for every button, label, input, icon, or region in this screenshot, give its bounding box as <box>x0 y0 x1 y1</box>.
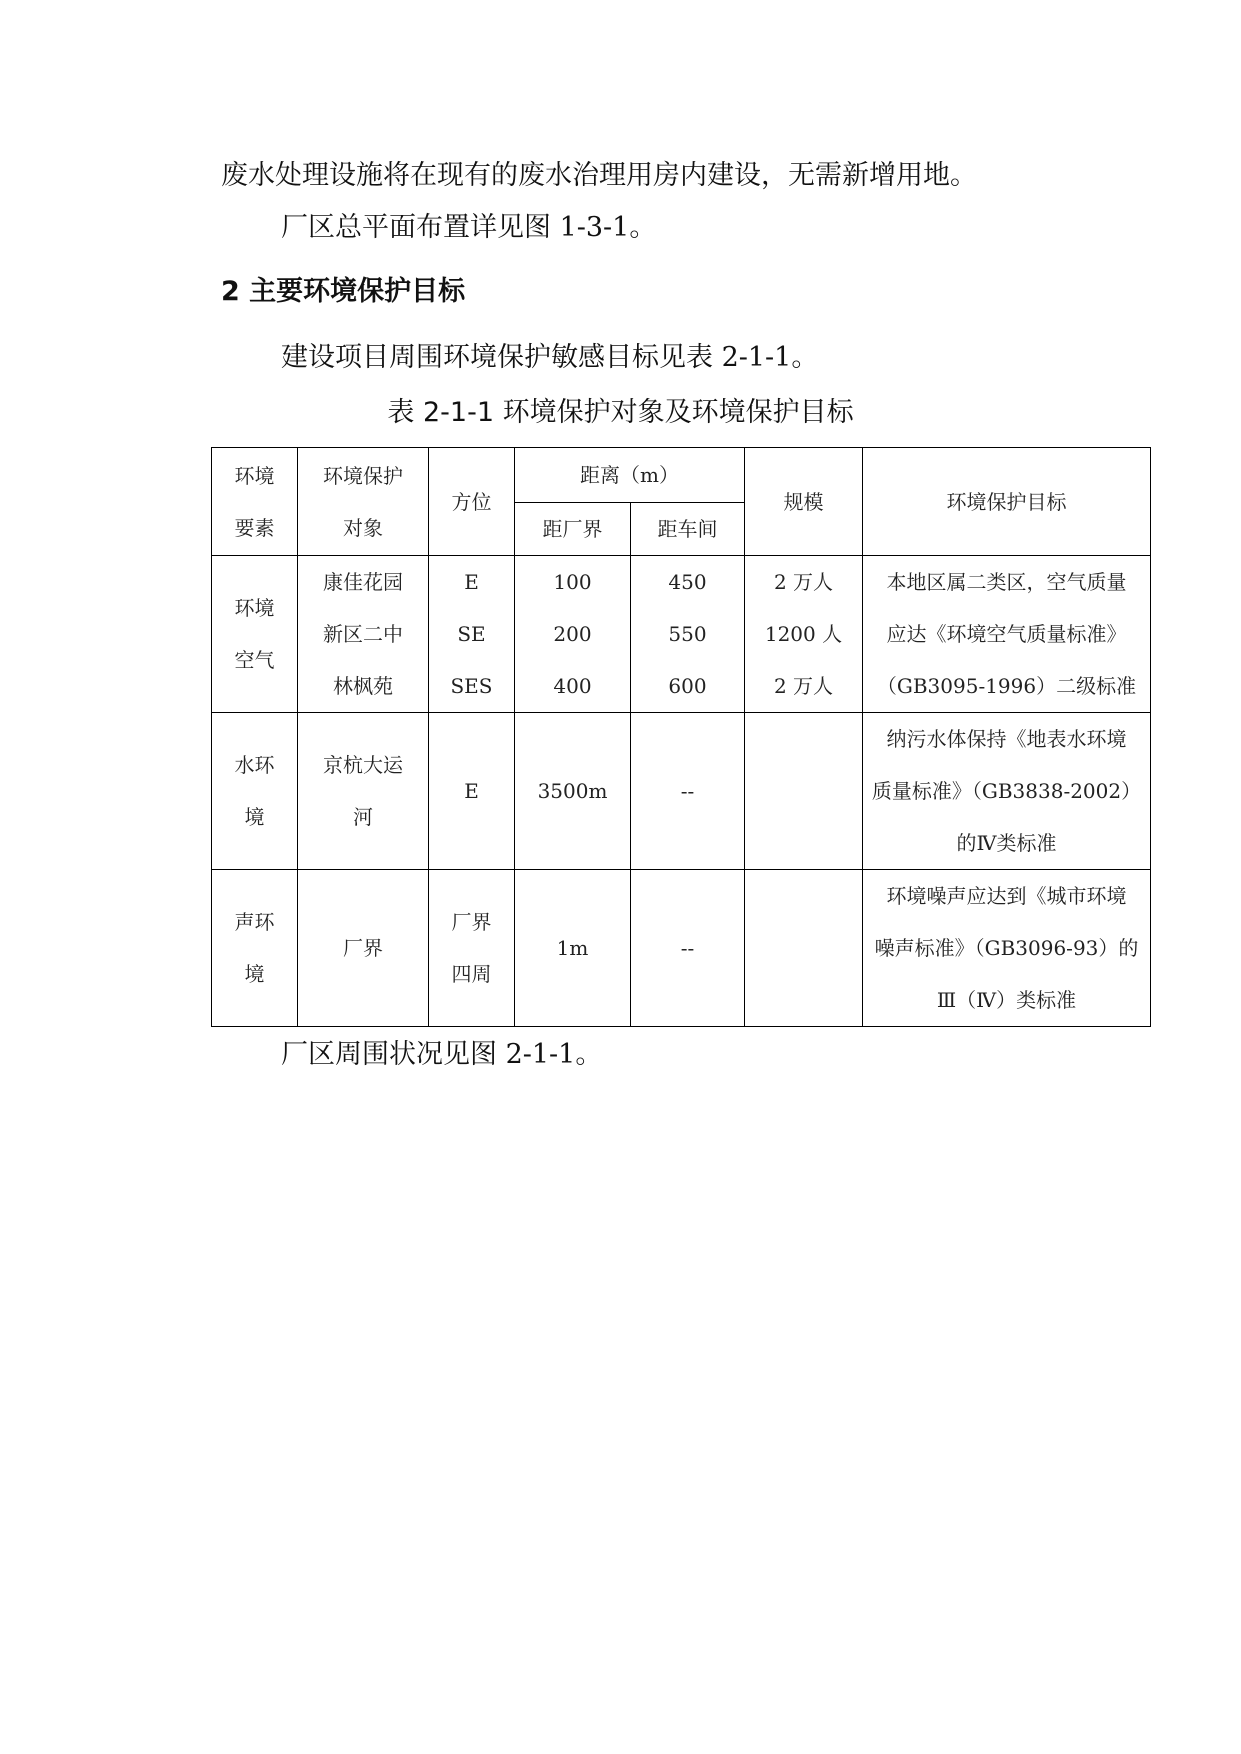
header-element <box>212 448 298 556</box>
cell-scale <box>745 556 863 713</box>
header-dist-workshop: 距车间 <box>631 503 745 556</box>
cell-element <box>212 870 298 1027</box>
cell-goal <box>863 870 1151 1027</box>
cell-direction-line: E <box>464 779 479 803</box>
header-goal: 环境保护目标 <box>863 448 1151 556</box>
cell-element-line: 境 <box>244 962 265 986</box>
cell-goal <box>863 556 1151 713</box>
cell-dist-boundary <box>515 870 631 1027</box>
cell-objects <box>298 870 429 1027</box>
cell-directions <box>429 556 515 713</box>
cell-goal-line: 应达《环境空气质量标准》 <box>886 622 1127 646</box>
cell-dist-workshop-line: -- <box>680 936 695 960</box>
cell-element <box>212 556 298 713</box>
cell-object-line: 林枫苑 <box>333 674 393 698</box>
table-row <box>212 870 1151 1027</box>
cell-objects <box>298 713 429 870</box>
header-scale: 规模 <box>745 448 863 556</box>
header-object <box>298 448 429 556</box>
cell-dist-boundary-line: 1m <box>556 936 589 960</box>
cell-element <box>212 713 298 870</box>
paragraph-1: 废水处理设施将在现有的废水治理用房内建设，无需新增用地。 <box>221 160 977 191</box>
section-heading: 2 主要环境保护目标 <box>221 276 466 307</box>
cell-goal-line: 环境噪声应达到《城市环境 <box>886 884 1127 908</box>
cell-direction-line: SES <box>450 674 493 698</box>
cell-object-line: 康佳花园 <box>323 570 403 594</box>
cell-object-line: 厂界 <box>343 936 383 960</box>
cell-dist-workshop <box>631 870 745 1027</box>
table-row <box>212 713 1151 870</box>
cell-object-line: 河 <box>353 805 373 829</box>
header-object-line2: 对象 <box>343 515 383 540</box>
cell-object-line: 新区二中 <box>323 622 403 646</box>
table-row <box>212 556 1151 713</box>
cell-goal-line: 的Ⅳ类标准 <box>956 831 1057 855</box>
header-distance: 距离（m） <box>515 448 745 503</box>
cell-dist-workshop <box>631 713 745 870</box>
cell-objects <box>298 556 429 713</box>
cell-dist-boundary-line: 200 <box>553 622 592 646</box>
cell-dist-workshop-line: 450 <box>668 570 707 594</box>
cell-direction-line: 厂界 <box>451 910 492 934</box>
table-caption: 表 2-1-1 环境保护对象及环境保护目标 <box>387 397 854 428</box>
paragraph-3: 建设项目周围环境保护敏感目标见表 2-1-1。 <box>281 342 819 373</box>
header-object-line1: 环境保护 <box>323 463 403 488</box>
paragraph-4: 厂区周围状况见图 2-1-1。 <box>281 1039 603 1070</box>
cell-direction-line: SE <box>457 622 486 646</box>
cell-dist-workshop <box>631 556 745 713</box>
cell-element-line: 环境 <box>234 596 275 620</box>
cell-dist-workshop-line: -- <box>680 779 695 803</box>
header-element-line2: 要素 <box>234 515 275 540</box>
cell-object-line: 京杭大运 <box>323 753 403 777</box>
paragraph-2: 厂区总平面布置详见图 1-3-1。 <box>281 212 657 243</box>
cell-element-line: 声环 <box>234 910 275 934</box>
cell-goal-line: 噪声标准》（GB3096-93）的 <box>874 936 1139 960</box>
header-dist-boundary: 距厂界 <box>515 503 631 556</box>
cell-element-line: 境 <box>244 805 265 829</box>
cell-dist-workshop-line: 600 <box>668 674 707 698</box>
cell-dist-workshop-line: 550 <box>668 622 707 646</box>
cell-directions <box>429 870 515 1027</box>
cell-goal-line: Ⅲ（Ⅳ）类标准 <box>936 988 1077 1012</box>
cell-scale-line: 2 万人 <box>773 674 834 698</box>
cell-dist-boundary <box>515 556 631 713</box>
cell-element-line: 空气 <box>234 648 275 672</box>
cell-scale-line: 1200 人 <box>764 622 843 646</box>
cell-goal-line: 本地区属二类区，空气质量 <box>886 570 1127 594</box>
header-element-line1: 环境 <box>234 463 275 488</box>
cell-scale-line: 2 万人 <box>773 570 834 594</box>
header-direction: 方位 <box>429 448 515 556</box>
cell-directions <box>429 713 515 870</box>
cell-goal <box>863 713 1151 870</box>
cell-dist-boundary-line: 3500m <box>537 779 608 803</box>
cell-scale <box>745 713 863 870</box>
cell-goal-line: （GB3095-1996）二级标准 <box>876 674 1137 698</box>
cell-direction-line: 四周 <box>451 962 492 986</box>
cell-element-line: 水环 <box>234 753 275 777</box>
environment-protection-table <box>211 447 1151 1027</box>
cell-goal-line: 质量标准》（GB3838-2002） <box>871 779 1142 803</box>
cell-dist-boundary <box>515 713 631 870</box>
cell-goal-line: 纳污水体保持《地表水环境 <box>886 727 1127 751</box>
cell-dist-boundary-line: 100 <box>553 570 592 594</box>
cell-scale <box>745 870 863 1027</box>
cell-direction-line: E <box>464 570 479 594</box>
cell-dist-boundary-line: 400 <box>553 674 592 698</box>
